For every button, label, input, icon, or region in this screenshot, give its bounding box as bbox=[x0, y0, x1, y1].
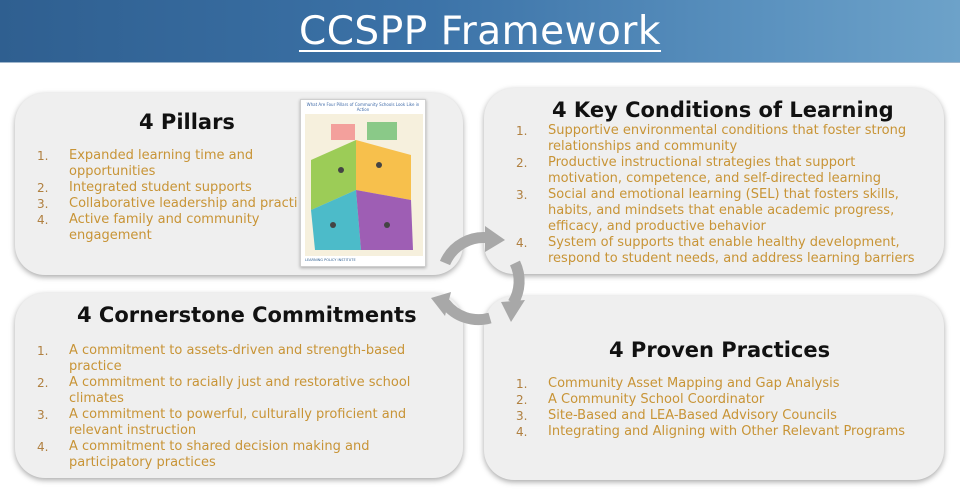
list-item: 4. Integrating and Aligning with Other Relevant Programs bbox=[516, 424, 906, 439]
conditions-card bbox=[484, 88, 944, 274]
list-item: 3. Site-Based and LEA-Based Advisory Councils bbox=[516, 408, 837, 423]
pillars-poster-thumbnail bbox=[300, 99, 426, 267]
list-item: 2. A Community School Coordinator bbox=[516, 392, 765, 407]
conditions-list bbox=[516, 123, 926, 267]
practices-list bbox=[516, 376, 936, 440]
conditions-title: 4 Key Conditions of Learning bbox=[552, 98, 894, 122]
poster-illustration bbox=[301, 100, 427, 268]
pillars-title: 4 Pillars bbox=[139, 110, 235, 134]
cornerstone-card bbox=[15, 293, 463, 478]
practices-title: 4 Proven Practices bbox=[609, 338, 831, 362]
cornerstone-list bbox=[37, 343, 437, 471]
list-item: 4. A commitment to shared decision making and participatory practices bbox=[37, 439, 370, 470]
list-item: 2. Productive instructional strategies that support motivation, competence, and self-directed learning bbox=[516, 155, 882, 186]
list-item: 1. Expanded learning time and opportunities bbox=[37, 148, 254, 179]
practices-card bbox=[484, 296, 944, 480]
circular-arrows-icon bbox=[415, 218, 540, 333]
list-item: 4. System of supports that enable healthy development, respond to student needs, and address learning barriers bbox=[516, 235, 915, 266]
list-item: 3. Collaborative leadership and practi bbox=[37, 196, 298, 211]
list-item: 2. A commitment to racially just and restorative school climates bbox=[37, 375, 411, 406]
list-item: 4. Active family and community engagement bbox=[37, 212, 260, 243]
list-item: 3. A commitment to powerful, culturally proficient and relevant instruction bbox=[37, 407, 407, 438]
list-item: 2. Integrated student supports bbox=[37, 180, 252, 195]
poster-title: What Are Four Pillars of Community Schools Look Like in Action bbox=[306, 102, 420, 112]
slide-title: CCSPP Framework bbox=[298, 9, 662, 54]
poster-footer: LEARNING POLICY INSTITUTE bbox=[305, 258, 356, 262]
list-item: 1. A commitment to assets-driven and strength-based practice bbox=[37, 343, 406, 374]
list-item: 1. Community Asset Mapping and Gap Analysis bbox=[516, 376, 840, 391]
list-item: 1. Supportive environmental conditions that foster strong relationships and community bbox=[516, 123, 907, 154]
pillars-list bbox=[37, 148, 307, 244]
list-item: 3. Social and emotional learning (SEL) that fosters skills, habits, and mindsets that enable academic progress, efficacy, and productive behavior bbox=[516, 187, 899, 234]
title-banner bbox=[0, 0, 960, 63]
cornerstone-title: 4 Cornerstone Commitments bbox=[77, 303, 417, 327]
